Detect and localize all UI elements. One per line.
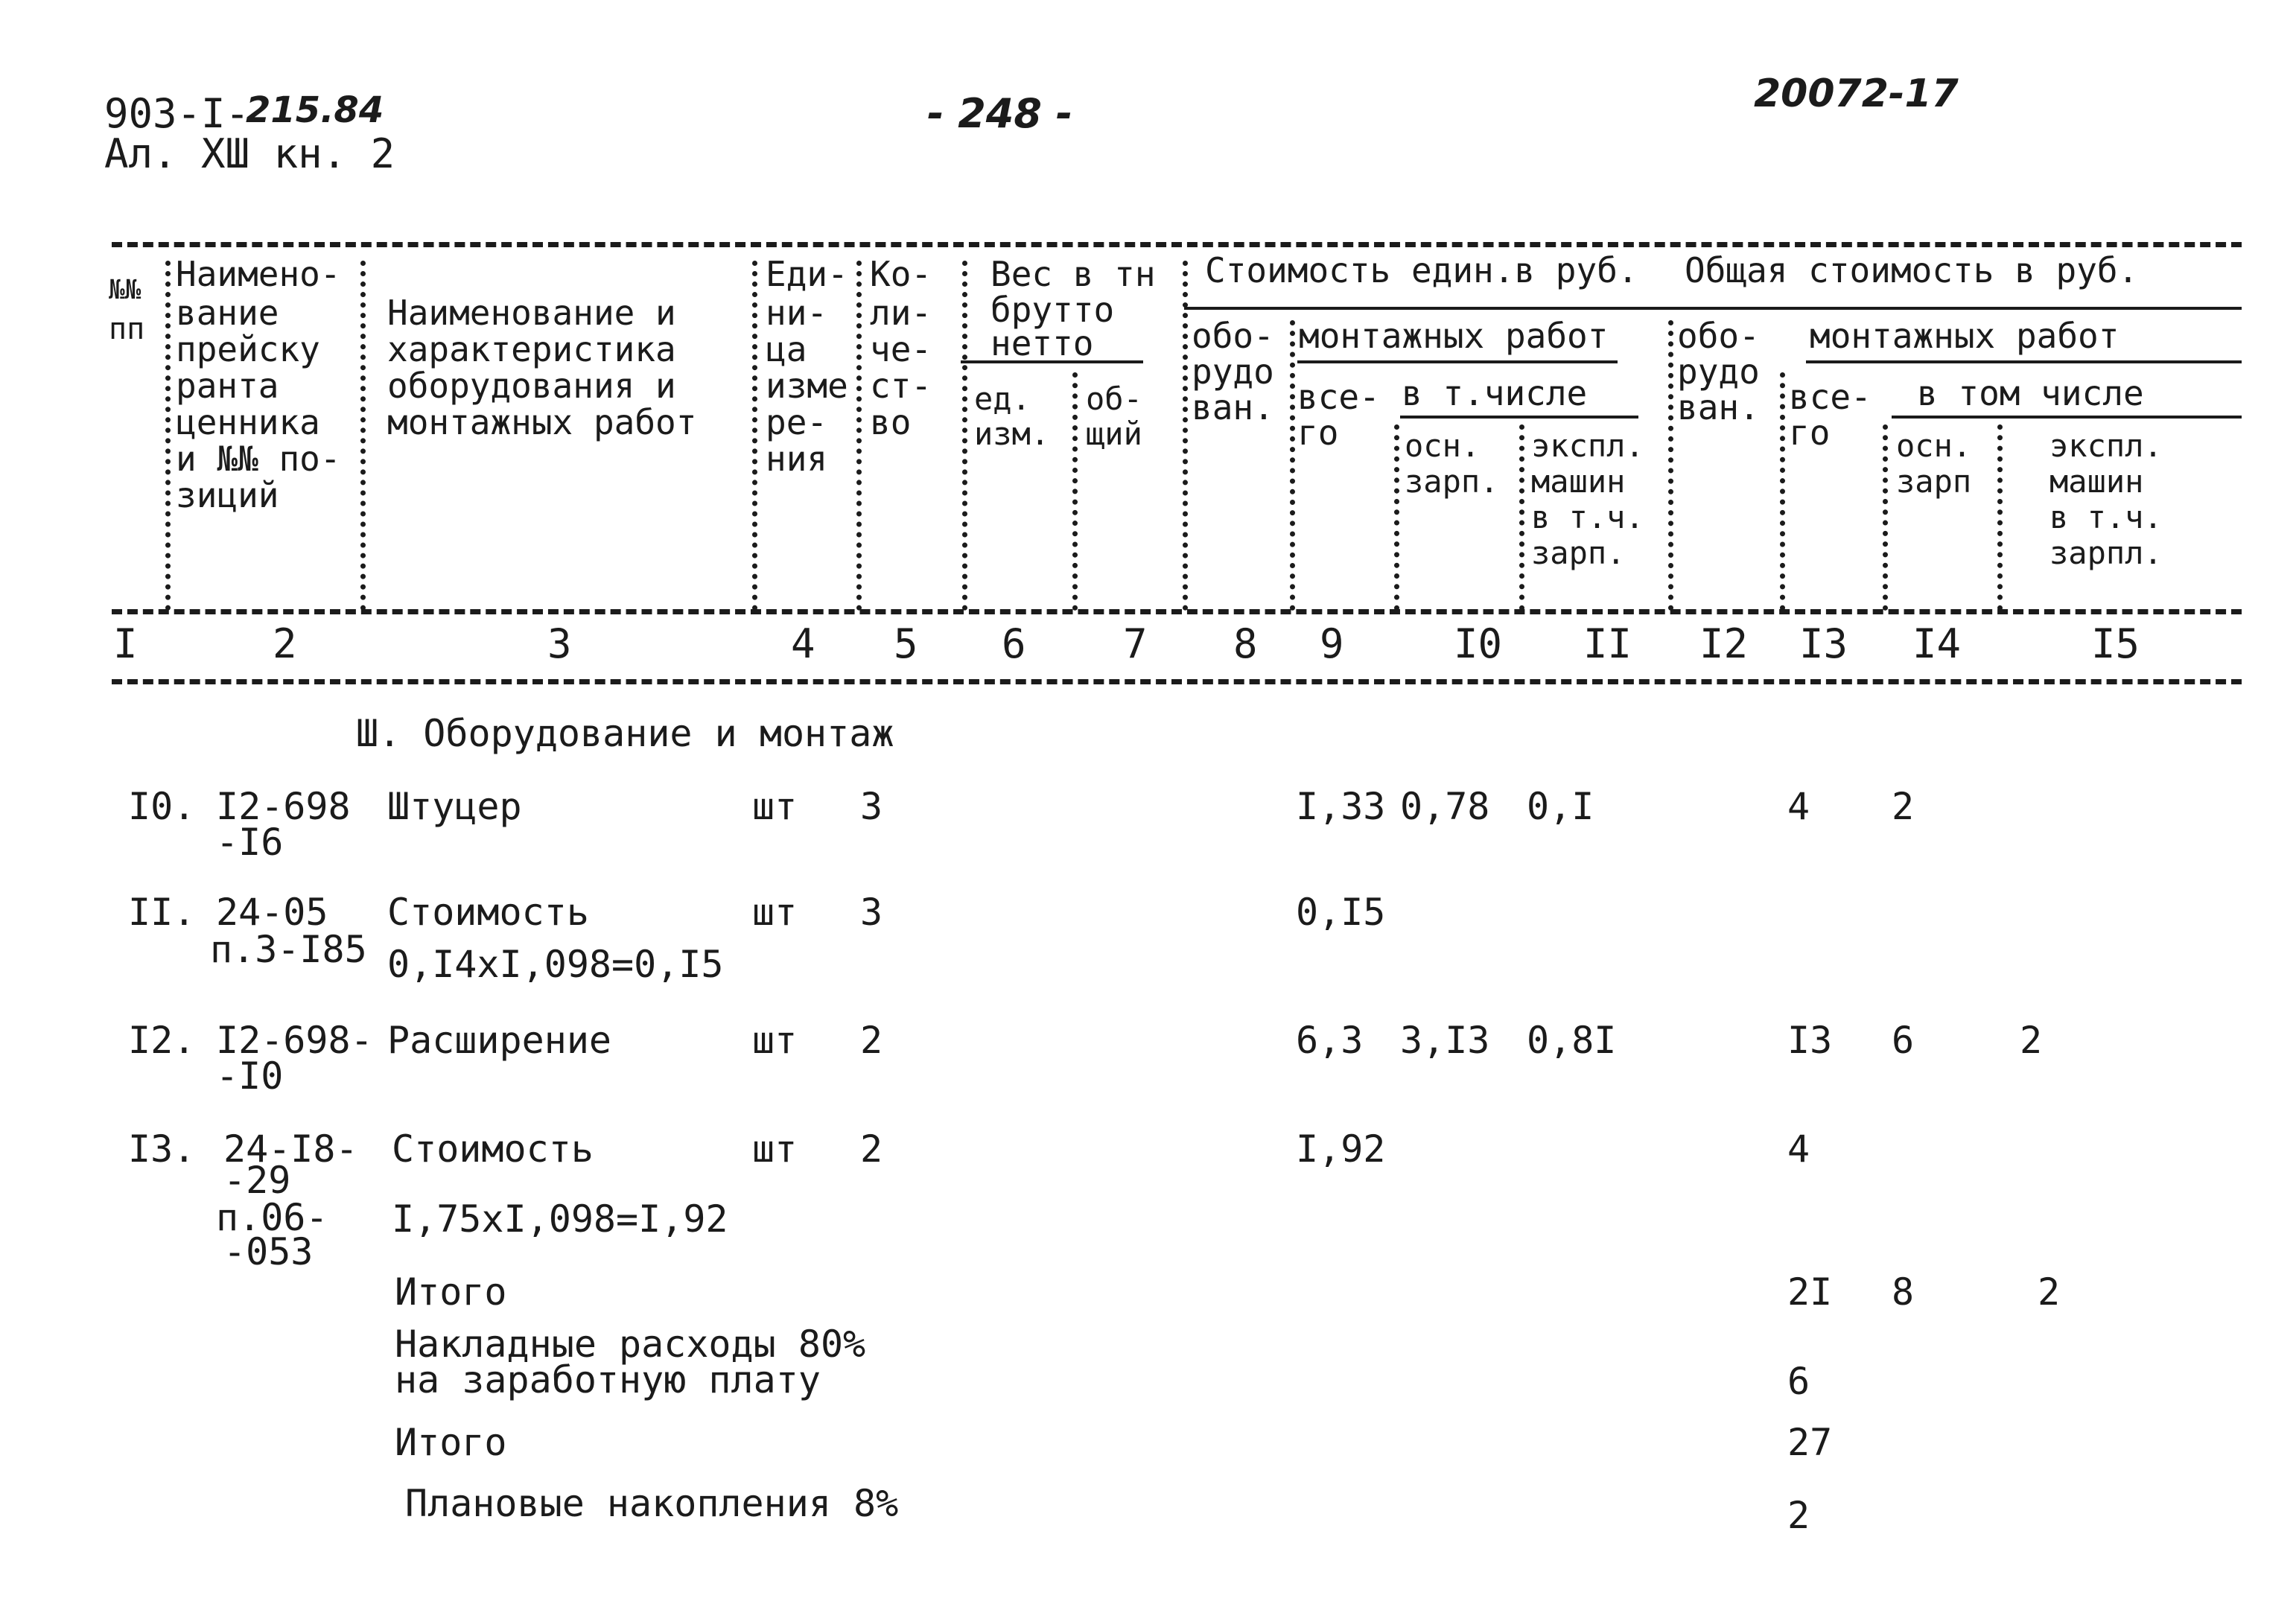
incl-underline-2 xyxy=(1892,416,2242,419)
hdr-unit-6: ния xyxy=(766,439,828,479)
col-number-9: 9 xyxy=(1320,620,1344,667)
hdr-salary2-1: осн. xyxy=(1896,427,1972,464)
row-unit: шт xyxy=(752,1127,798,1171)
col-number-13: I3 xyxy=(1799,620,1848,667)
hdr-unit-2: ни- xyxy=(766,293,828,333)
row-unit: шт xyxy=(752,891,798,934)
col-number-6: 6 xyxy=(1002,620,1026,667)
col-sep-6 xyxy=(1072,372,1078,611)
col-sep-7 xyxy=(1183,261,1188,611)
hdr-qty-2: ли- xyxy=(870,293,932,333)
hdr-netto: нетто xyxy=(990,323,1094,363)
col-number-4: 4 xyxy=(791,620,815,667)
row-code: п.06- xyxy=(216,1196,328,1239)
row-number: II. xyxy=(128,891,196,934)
hdr-total-cost: Общая стоимость в руб. xyxy=(1685,250,2139,290)
row-qty: 2 xyxy=(860,1127,883,1171)
hdr-num-line1: №№ xyxy=(109,275,141,305)
summary-col13: 6 xyxy=(1787,1360,1810,1403)
hdr-name-3: оборудования и xyxy=(387,366,676,406)
hdr-machine-4: зарп. xyxy=(1531,535,1626,571)
summary-label: Накладные расходы 80% xyxy=(395,1323,866,1366)
row-col10: 3,I3 xyxy=(1400,1019,1490,1062)
row-code: -I0 xyxy=(216,1054,284,1098)
col-sep-11 xyxy=(1668,320,1673,611)
hdr-unit-3: ца xyxy=(766,329,807,369)
hdr-code-1: Наимено- xyxy=(176,254,341,294)
summary-label: Итого xyxy=(395,1421,507,1464)
hdr-install-2: монтажных работ xyxy=(1810,316,2119,356)
hdr-code-4: ранта xyxy=(176,366,279,406)
hdr-name-1: Наименование и xyxy=(387,293,676,333)
row-number: I2. xyxy=(128,1019,196,1062)
row-code: -29 xyxy=(223,1159,291,1202)
hdr-machine2-4: зарпл. xyxy=(2049,535,2163,571)
volume-label: Ал. XШ кн. 2 xyxy=(104,130,395,177)
hdr-salary-2: зарп. xyxy=(1405,463,1499,500)
hdr-weight-unit-2: изм. xyxy=(974,416,1050,452)
series-handwritten: 215.84 xyxy=(246,89,384,131)
row-col13: 4 xyxy=(1787,1127,1810,1171)
section-title: Ш. Оборудование и монтаж xyxy=(356,712,894,755)
row-name: Расширение xyxy=(387,1019,612,1062)
row-col15: 2 xyxy=(2020,1019,2043,1062)
hdr-qty-4: ст- xyxy=(870,366,932,406)
col-sep-10 xyxy=(1519,424,1524,611)
col-sep-5 xyxy=(962,261,967,611)
col-sep-1 xyxy=(165,261,171,611)
row-code: I2-698- xyxy=(216,1019,373,1062)
row-unit: шт xyxy=(752,785,798,828)
col-number-11: II xyxy=(1583,620,1632,667)
row-col14: 6 xyxy=(1892,1019,1915,1062)
document-number: 20072-17 xyxy=(1754,71,1959,116)
col-number-2: 2 xyxy=(273,620,297,667)
hdr-total-sub2-1: все- xyxy=(1789,377,1872,417)
hdr-weight-total-2: щий xyxy=(1086,416,1142,452)
cost-header-rule xyxy=(1184,307,2242,310)
col-number-5: 5 xyxy=(894,620,918,667)
hdr-num-line2: пп xyxy=(109,312,145,346)
row-col10: 0,78 xyxy=(1400,785,1490,828)
row-col13: 4 xyxy=(1787,785,1810,828)
hdr-qty-1: Ко- xyxy=(870,254,932,294)
col-sep-2 xyxy=(360,261,366,611)
row-col14: 2 xyxy=(1892,785,1915,828)
row-name: 0,I4xI,098=0,I5 xyxy=(387,943,724,986)
hdr-unit-1: Еди- xyxy=(766,254,848,294)
summary-col13: 2I xyxy=(1787,1270,1833,1314)
hdr-weight: Вес в тн xyxy=(990,254,1156,294)
hdr-unit-cost: Стоимость един.в руб. xyxy=(1205,250,1638,290)
summary-col13: 2 xyxy=(1787,1494,1810,1537)
hdr-install-1: монтажных работ xyxy=(1299,316,1609,356)
col-sep-12 xyxy=(1780,372,1785,611)
col-sep-14 xyxy=(1997,424,2003,611)
row-name: Стоимость xyxy=(392,1127,594,1171)
col-number-10: I0 xyxy=(1454,620,1503,667)
row-number: I0. xyxy=(128,785,196,828)
hdr-code-5: ценника xyxy=(176,402,320,442)
series-prefix: 903-I- xyxy=(104,90,250,137)
col-sep-3 xyxy=(752,261,757,611)
row-code: п.3-I85 xyxy=(210,928,367,971)
header-bottom-rule xyxy=(112,679,2242,684)
hdr-machine-1: экспл. xyxy=(1531,427,1644,464)
hdr-incl-1: в т.числе xyxy=(1402,373,1588,413)
row-col11: 0,8I xyxy=(1527,1019,1617,1062)
hdr-brutto: брутто xyxy=(990,290,1115,330)
row-code: -053 xyxy=(223,1230,314,1273)
hdr-total-sub-1: все- xyxy=(1297,377,1380,417)
col-number-14: I4 xyxy=(1912,620,1962,667)
hdr-name-2: характеристика xyxy=(387,329,676,369)
hdr-machine-2: машин xyxy=(1531,463,1626,500)
hdr-equip2-1: обо- xyxy=(1677,316,1760,356)
row-col9: I,92 xyxy=(1296,1127,1386,1171)
summary-col13: 27 xyxy=(1787,1421,1833,1464)
col-sep-4 xyxy=(856,261,862,611)
hdr-weight-unit-1: ед. xyxy=(974,381,1031,417)
hdr-qty-5: во xyxy=(870,402,912,442)
summary-label: Плановые накопления 8% xyxy=(405,1482,899,1525)
header-top-rule xyxy=(112,242,2242,247)
col-sep-8 xyxy=(1290,320,1295,611)
hdr-machine2-2: машин xyxy=(2049,463,2144,500)
hdr-total-sub-2: го xyxy=(1297,413,1339,453)
hdr-name-4: монтажных работ xyxy=(387,402,697,442)
hdr-machine2-1: экспл. xyxy=(2049,427,2163,464)
hdr-total-sub2-2: го xyxy=(1789,413,1831,453)
col-number-3: 3 xyxy=(547,620,572,667)
col-number-1: I xyxy=(113,620,138,667)
summary-label: Итого xyxy=(395,1270,507,1314)
incl-underline-1 xyxy=(1400,416,1638,419)
row-qty: 3 xyxy=(860,891,883,934)
col-sep-13 xyxy=(1883,424,1888,611)
hdr-equip2-3: ван. xyxy=(1677,387,1760,427)
summary-col15: 2 xyxy=(2038,1270,2061,1314)
row-name: I,75xI,098=I,92 xyxy=(392,1197,728,1241)
row-number: I3. xyxy=(128,1127,196,1171)
hdr-salary2-2: зарп xyxy=(1896,463,1972,500)
col-number-7: 7 xyxy=(1123,620,1148,667)
row-qty: 3 xyxy=(860,785,883,828)
hdr-equip2-2: рудо xyxy=(1677,351,1760,392)
header-mid-rule xyxy=(112,609,2242,614)
row-unit: шт xyxy=(752,1019,798,1062)
hdr-machine-3: в т.ч. xyxy=(1531,499,1644,535)
hdr-equip-2: рудо xyxy=(1192,351,1274,392)
summary-col14: 8 xyxy=(1892,1270,1915,1314)
hdr-incl-2: в том числе xyxy=(1917,373,2144,413)
col-number-12: I2 xyxy=(1699,620,1749,667)
hdr-machine2-3: в т.ч. xyxy=(2049,499,2163,535)
hdr-code-6: и №№ по- xyxy=(176,439,341,479)
hdr-equip-1: обо- xyxy=(1192,316,1274,356)
row-col13: I3 xyxy=(1787,1019,1833,1062)
summary-label: на заработную плату xyxy=(395,1358,821,1401)
row-name: Стоимость xyxy=(387,891,589,934)
hdr-code-2: вание xyxy=(176,293,279,333)
install-underline-1 xyxy=(1297,360,1618,363)
hdr-salary-1: осн. xyxy=(1405,427,1481,464)
row-col9: I,33 xyxy=(1296,785,1386,828)
row-col9: 0,I5 xyxy=(1296,891,1386,934)
row-qty: 2 xyxy=(860,1019,883,1062)
hdr-equip-3: ван. xyxy=(1192,387,1274,427)
col-number-8: 8 xyxy=(1233,620,1258,667)
row-col9: 6,3 xyxy=(1296,1019,1364,1062)
hdr-unit-4: изме xyxy=(766,366,848,406)
row-col11: 0,I xyxy=(1527,785,1594,828)
hdr-weight-total-1: об- xyxy=(1086,381,1142,417)
row-code: -I6 xyxy=(216,821,284,864)
col-number-15: I5 xyxy=(2091,620,2140,667)
row-code: 24-I8- xyxy=(223,1127,358,1171)
hdr-qty-3: че- xyxy=(870,329,932,369)
row-name: Штуцер xyxy=(387,785,522,828)
install-underline-2 xyxy=(1806,360,2242,363)
row-code: 24-05 xyxy=(216,891,328,934)
col-sep-9 xyxy=(1394,424,1399,611)
page-number: - 248 - xyxy=(927,90,1073,137)
hdr-code-7: зиций xyxy=(176,475,279,515)
hdr-code-3: прейску xyxy=(176,329,320,369)
row-code: I2-698 xyxy=(216,785,351,828)
hdr-unit-5: ре- xyxy=(766,402,828,442)
